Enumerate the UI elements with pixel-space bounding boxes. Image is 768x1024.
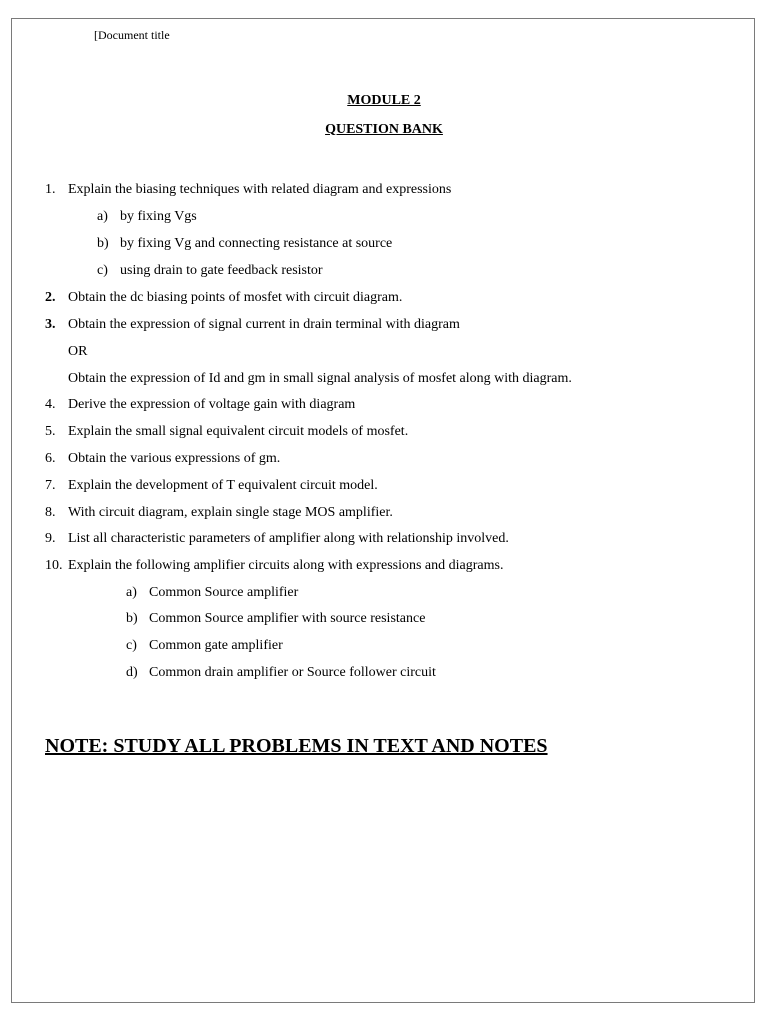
sub-item-label: c) (126, 638, 137, 653)
question-text: Explain the biasing techniques with related diagram and expressions (68, 182, 452, 197)
sub-item-text: by fixing Vgs (120, 209, 197, 224)
question-text: With circuit diagram, explain single stage MOS amplifier. (68, 505, 393, 520)
question-number: 2. (45, 290, 56, 305)
question-number: 4. (45, 397, 56, 412)
question-number: 6. (45, 451, 56, 466)
question-number: 1. (45, 182, 56, 197)
question-text: Obtain the expression of signal current in drain terminal with diagram (68, 317, 460, 332)
module-title: MODULE 2 (347, 93, 421, 108)
sub-item-text: Common Source amplifier with source resistance (149, 611, 426, 626)
question-text: Obtain the various expressions of gm. (68, 451, 281, 466)
question-text: Obtain the dc biasing points of mosfet with circuit diagram. (68, 290, 403, 305)
or-separator: OR (68, 344, 88, 359)
question-number: 9. (45, 531, 56, 546)
question-number: 10. (45, 558, 63, 573)
sub-item-label: b) (126, 611, 138, 626)
question-text: Explain the development of T equivalent circuit model. (68, 478, 378, 493)
question-number: 7. (45, 478, 56, 493)
sub-item-text: Common drain amplifier or Source follower circuit (149, 665, 436, 680)
sub-item-label: b) (97, 236, 109, 251)
question-3-alternative: Obtain the expression of Id and gm in small signal analysis of mosfet along with diagram. (68, 371, 572, 386)
question-text: List all characteristic parameters of amplifier along with relationship involved. (68, 531, 509, 546)
question-text: Explain the following amplifier circuits along with expressions and diagrams. (68, 558, 504, 573)
sub-item-label: d) (126, 665, 138, 680)
question-number: 3. (45, 317, 56, 332)
sub-item-label: a) (97, 209, 108, 224)
question-number: 8. (45, 505, 56, 520)
question-text: Explain the small signal equivalent circuit models of mosfet. (68, 424, 409, 439)
sub-item-label: c) (97, 263, 108, 278)
document-header-title: [Document title (94, 28, 170, 42)
sub-item-text: Common gate amplifier (149, 638, 283, 653)
study-note: NOTE: STUDY ALL PROBLEMS IN TEXT AND NOTES (45, 735, 548, 757)
question-bank-title: QUESTION BANK (325, 122, 443, 137)
sub-item-text: Common Source amplifier (149, 585, 299, 600)
question-number: 5. (45, 424, 56, 439)
sub-item-text: using drain to gate feedback resistor (120, 263, 323, 278)
sub-item-text: by fixing Vg and connecting resistance at source (120, 236, 393, 251)
sub-item-label: a) (126, 585, 137, 600)
question-text: Derive the expression of voltage gain with diagram (68, 397, 356, 412)
